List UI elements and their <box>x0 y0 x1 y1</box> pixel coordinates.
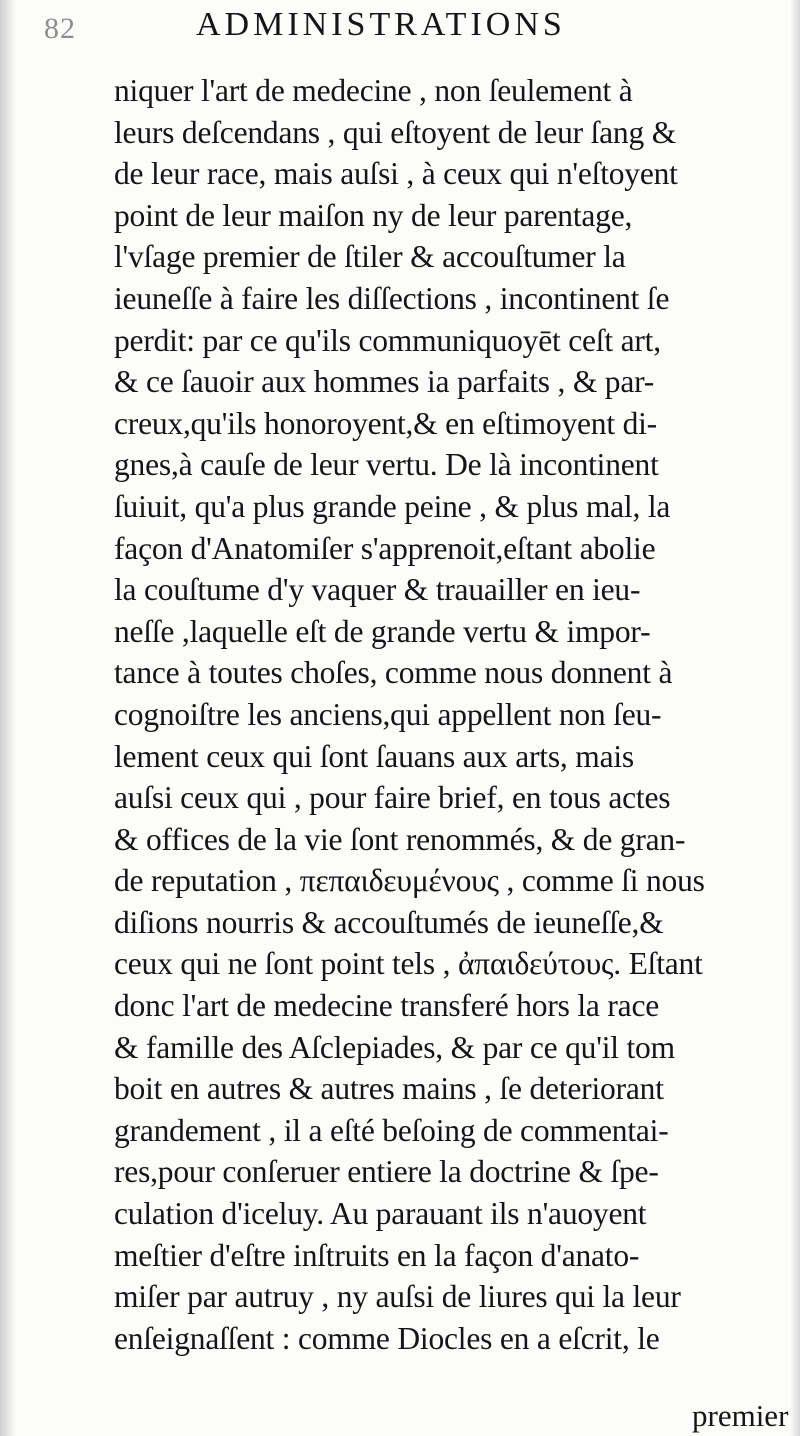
text-line: & famille des Aſclepiades, & par ce qu'il tom <box>114 1029 675 1065</box>
text-line: la couſtume d'y vaquer & trauailler en ieu- <box>114 572 641 608</box>
text-line: meſtier d'eſtre inſtruits en la façon d'anato- <box>114 1237 640 1273</box>
text-line: & offices de la vie ſont renommés, & de gran- <box>114 821 686 857</box>
text-line: de leur race, mais auſsi , à ceux qui n'eſtoyent <box>114 156 678 192</box>
text-line: miſer par autruy , ny auſsi de liures qui la leur <box>114 1279 681 1315</box>
text-line: diſions nourris & accouſtumés de ieuneſſe,& <box>114 904 664 940</box>
text-line: res,pour conſeruer entiere la doctrine & ſpe- <box>114 1154 659 1190</box>
text-line: ceux qui ne ſont point tels , ἀπαιδεύτους. Eſtant <box>114 946 703 982</box>
text-line: façon d'Anatomiſer s'apprenoit,eſtant abolie <box>114 530 656 566</box>
text-line: ieuneſſe à faire les diſſections , incontinent ſe <box>114 280 670 316</box>
text-line: neſſe ,laquelle eſt de grande vertu & impor- <box>114 613 651 649</box>
text-line: tance à toutes choſes, comme nous donnent à <box>114 655 673 691</box>
running-head: ADMINISTRATIONS <box>196 6 566 43</box>
page-number: 82 <box>44 12 76 45</box>
text-line: auſsi ceux qui , pour faire brief, en tous actes <box>114 780 671 816</box>
text-line: grandement , il a eſté beſoing de commentai- <box>114 1112 669 1148</box>
body-text <box>114 70 794 1359</box>
text-line: boit en autres & autres mains , ſe deteriorant <box>114 1071 664 1107</box>
text-line: point de leur maiſon ny de leur parentage, <box>114 197 633 233</box>
text-line: cognoiſtre les anciens,qui appellent non ſeu- <box>114 696 662 732</box>
text-line: donc l'art de medecine transferé hors la race <box>114 988 660 1024</box>
text-line: niquer l'art de medecine , non ſeulement à <box>114 73 633 108</box>
text-line: lement ceux qui ſont ſauans aux arts, mais <box>114 738 634 774</box>
text-line: & ce ſauoir aux hommes ia parfaits , & par- <box>114 364 655 400</box>
text-line: enſeignaſſent : comme Diocles en a eſcrit, le <box>114 1320 660 1356</box>
text-line: leurs deſcendans , qui eſtoyent de leur ſang & <box>114 114 676 150</box>
text-line: perdit: par ce qu'ils communiquoyēt ceſt art, <box>114 322 661 358</box>
text-line: gnes,à cauſe de leur vertu. De là incontinent <box>114 447 659 483</box>
text-line: ſuiuit, qu'a plus grande peine , & plus mal, la <box>114 488 671 524</box>
text-line: l'vſage premier de ſtiler & accouſtumer la <box>114 239 626 275</box>
show-through-marks <box>255 1366 365 1408</box>
text-line: culation d'iceluy. Au parauant ils n'auoyent <box>114 1196 647 1232</box>
text-line: creux,qu'ils honoroyent,& en eſtimoyent di- <box>114 405 657 441</box>
text-line: de reputation , πεπαιδευμένους , comme ſi nous <box>114 863 705 899</box>
catchword: premier <box>692 1398 789 1433</box>
gutter-shadow <box>0 0 16 1436</box>
